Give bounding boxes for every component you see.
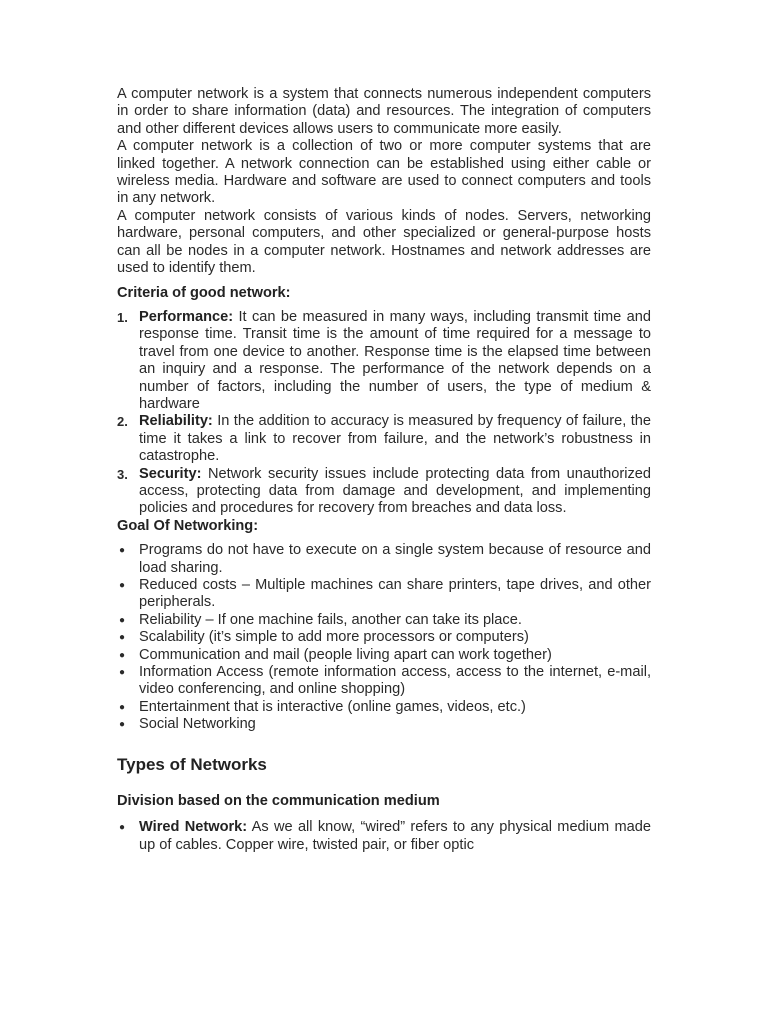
bullet-icon: ● [119,579,126,591]
type-text: As we all know, “wired” refers to any physical medium made up of cables. Copper wire, twisted pair, or fiber optic [139,819,651,853]
goals-heading: Goal Of Networking: [117,517,259,534]
criteria-item-security [117,466,651,518]
list-item: ● Reliability – If one machine fails, another can take its place. [119,611,522,628]
list-item: ● Information Access (remote information access, access to the internet, e-mail, video conferencing, and online shopping) [119,664,651,698]
bullet-icon: ● [119,545,126,557]
list-item: ● Entertainment that is interactive (online games, videos, etc.) [119,698,526,715]
type-term: Wired Network: [139,819,248,836]
bullet-icon: ● [119,701,126,713]
bullet-icon: ● [119,614,126,626]
criteria-term: Performance: [139,308,234,325]
criteria-text: It can be measured in many ways, including transmit time and response time. Transit time is the amount of time required for a message to travel from one device to another. Response time is the elapsed time between an inquiry and a response. The performance of the network depends on a number of factors, including the number of users, the type of medium & hardware [139,308,651,412]
criteria-text: Network security issues include protecting data from unauthorized access, protecting data from damage and development, and implementing policies and procedures for recovery from breaches and data loss. [139,465,651,517]
criteria-term: Security: [139,465,202,482]
division-subheading: Division based on the communication medium [117,793,440,810]
criteria-heading: Criteria of good network: [117,285,291,302]
list-item: ● Scalability (it’s simple to add more processors or computers) [119,629,529,646]
bullet-icon: ● [119,649,126,661]
bullet-icon: ● [119,667,126,678]
document-page [117,86,651,854]
goals-list [117,542,651,733]
bullet-icon: ● [119,632,126,644]
list-number: 3. [117,466,128,482]
criteria-term: Reliability: [139,413,213,430]
intro-paragraph-2: A computer network is a collection of two or more computer systems that are linked together. A network connection can be established using either cable or wireless media. Hardware and software are used to connect computers and tools in any network. [117,138,651,207]
list-number: 1. [117,309,128,325]
criteria-text: In the addition to accuracy is measured by frequency of failure, the time it takes a link to recover from failure, and the network’s robustness in catastrophe. [139,413,651,465]
intro-paragraph-3: A computer network consists of various kinds of nodes. Servers, networking hardware, personal computers, and other specialized or general-purpose hosts can all be nodes in a computer network. Hostnames and network addresses are used to identify them. [117,207,651,277]
types-heading: Types of Networks [117,754,267,774]
bullet-icon: ● [119,719,126,731]
list-item: ● Programs do not have to execute on a single system because of resource and load sharing. [119,542,651,576]
criteria-list [117,309,651,518]
list-item: ● Social Networking [119,716,256,733]
bullet-icon: ● [119,822,126,834]
list-number: 2. [117,414,128,430]
types-list [117,819,651,854]
criteria-item-reliability [117,413,651,465]
criteria-item-performance [117,309,651,413]
list-item [117,819,651,854]
intro-paragraph-1: A computer network is a system that connects numerous independent computers in order to share information (data) and resources. The integration of computers and other different devices allows users to communicate more easily. [117,86,651,137]
list-item: ● Communication and mail (people living apart can work together) [119,646,552,663]
list-item: ● Reduced costs – Multiple machines can share printers, tape drives, and other peripherals. [119,576,651,611]
